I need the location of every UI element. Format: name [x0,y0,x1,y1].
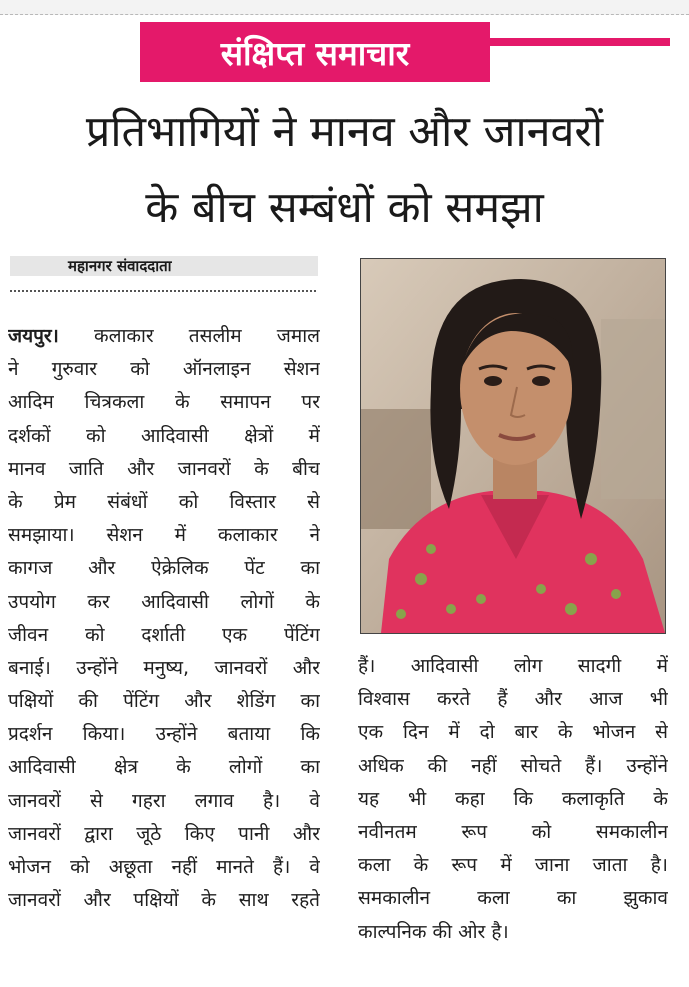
article-line: जीवन को दर्शाती एक पेंटिंग [8,623,320,646]
article-line: दर्शकों को आदिवासी क्षेत्रों में [8,424,320,447]
article-line: समकालीन कला का झुकाव [358,887,668,910]
banner-rule [490,38,670,46]
article-line: यह भी कहा कि कलाकृति के [358,787,668,810]
article-line: अधिक की नहीं सोचते हैं। उन्होंने [358,754,668,777]
portrait-photo [360,258,666,634]
article-line: जानवरों से गहरा लगाव है। वे [8,789,320,812]
article-line: आदिम चित्रकला के समापन पर [8,391,320,414]
article-line: विश्वास करते हैं और आज भी [358,688,668,711]
article-line: समझाया। सेशन में कलाकार ने [8,524,320,547]
article-line: एक दिन में दो बार के भोजन से [358,721,668,744]
article-line: कला के रूप में जाना जाता है। [358,854,668,877]
article-column-left [8,320,320,917]
article-line: उपयोग कर आदिवासी लोगों के [8,590,320,613]
headline-line-1: प्रतिभागियों ने मानव और जानवरों [85,107,604,157]
article-line: मानव जाति और जानवरों के बीच [8,457,320,480]
section-banner-label: संक्षिप्त समाचार [220,33,410,73]
article-line: आदिवासी क्षेत्र के लोगों का [8,756,320,779]
article-line: कागज और ऐक्रेलिक पेंट का [8,557,320,580]
headline [4,94,685,246]
article-line: नवीनतम रूप को समकालीन [358,820,668,843]
section-banner [140,22,490,82]
article-line: जानवरों और पक्षियों के साथ रहते [8,889,320,912]
article-line: बनाई। उन्होंने मनुष्य, जानवरों और [8,656,320,679]
article-line: काल्पनिक की ओर है। [358,920,509,943]
article-line: जयपुर। कलाकार तसलीम जमाल [8,325,320,347]
headline-line-2: के बीच सम्बंधों को समझा [145,183,544,233]
byline: महानगर संवाददाता [10,256,318,276]
portrait-illustration [361,259,665,633]
article-line: हैं। आदिवासी लोग सादगी में [358,655,668,677]
article-line: के प्रेम संबंधों को विस्तार से [8,490,320,513]
clipping-top-edge [0,0,689,15]
article-line: जानवरों द्वारा जूठे किए पानी और [8,822,320,845]
article-line: पक्षियों की पेंटिंग और शेडिंग का [8,690,320,713]
dateline: जयपुर। [8,325,59,347]
dotted-divider [10,290,316,292]
article-line: भोजन को अछूता नहीं मानते हैं। वे [8,856,320,878]
article-line: प्रदर्शन किया। उन्होंने बताया कि [8,723,320,746]
article-column-right [358,650,668,949]
article-line: ने गुरुवार को ऑनलाइन सेशन [8,358,320,381]
